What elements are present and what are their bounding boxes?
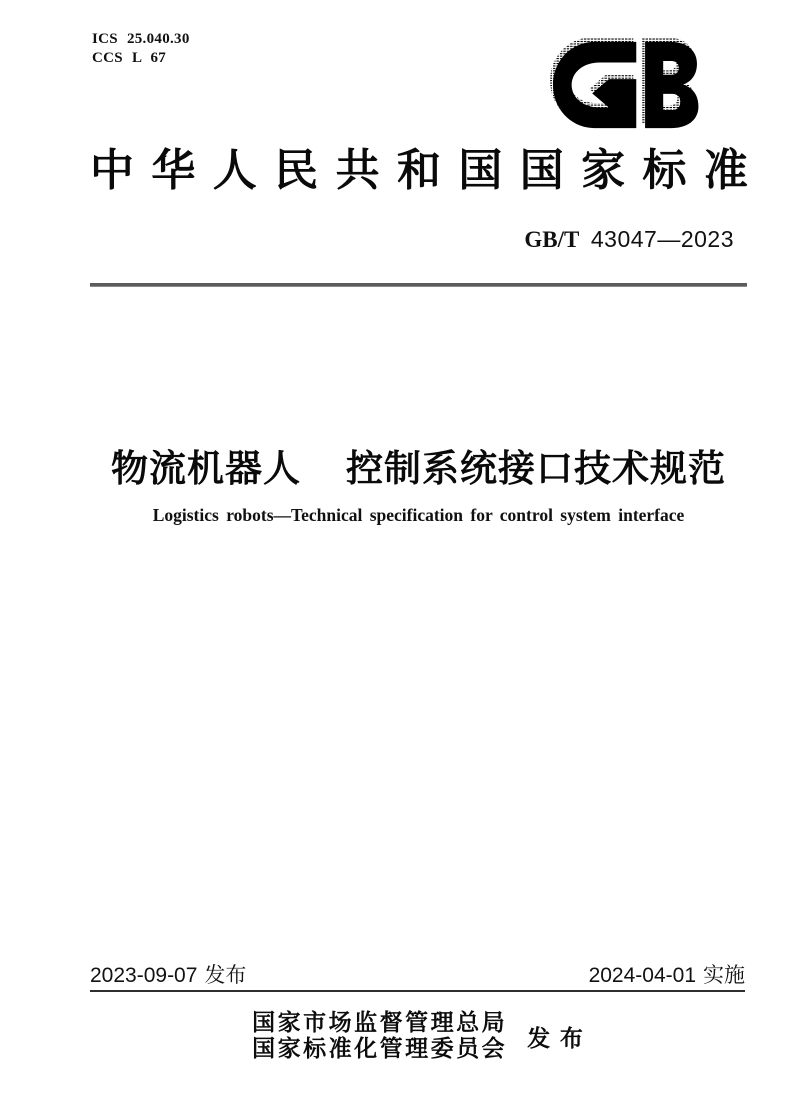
implement-label: 实施 bbox=[703, 964, 745, 987]
document-title-cn-part1: 物流机器人 bbox=[111, 448, 301, 489]
document-title-cn bbox=[90, 438, 747, 492]
publisher-line1: 国家市场监督管理总局 bbox=[252, 1010, 508, 1035]
release-date: 2023-09-07 bbox=[90, 964, 198, 987]
release-label: 发布 bbox=[204, 964, 247, 987]
document-title-en: Logistics robots—Technical specification for control system interface bbox=[152, 505, 685, 525]
gb-logo-icon bbox=[549, 38, 701, 132]
implement-date-group bbox=[589, 959, 745, 989]
standard-code-prefix: GB/T bbox=[524, 227, 580, 252]
date-row bbox=[90, 959, 745, 989]
document-title-cn-part2: 控制系统接口技术规范 bbox=[346, 448, 726, 489]
publisher-names bbox=[252, 1010, 507, 1062]
publish-action-label: 发 布 bbox=[527, 1025, 585, 1051]
ics-code: ICS 25.040.30 bbox=[92, 31, 190, 47]
standard-code bbox=[524, 226, 734, 253]
publisher-line2: 国家标准化管理委员会 bbox=[252, 1036, 508, 1061]
release-date-group bbox=[90, 959, 246, 989]
implement-date: 2024-04-01 bbox=[588, 964, 696, 987]
header-divider bbox=[90, 283, 747, 287]
classification-codes bbox=[92, 30, 190, 68]
standard-code-number: 43047—2023 bbox=[590, 226, 734, 252]
national-standard-heading: 中 华 人 民 共 和 国 国 家 标 准 bbox=[90, 146, 748, 195]
footer-divider bbox=[90, 990, 745, 992]
publisher-block bbox=[90, 1010, 747, 1062]
ccs-code: CCS L 67 bbox=[92, 50, 167, 66]
